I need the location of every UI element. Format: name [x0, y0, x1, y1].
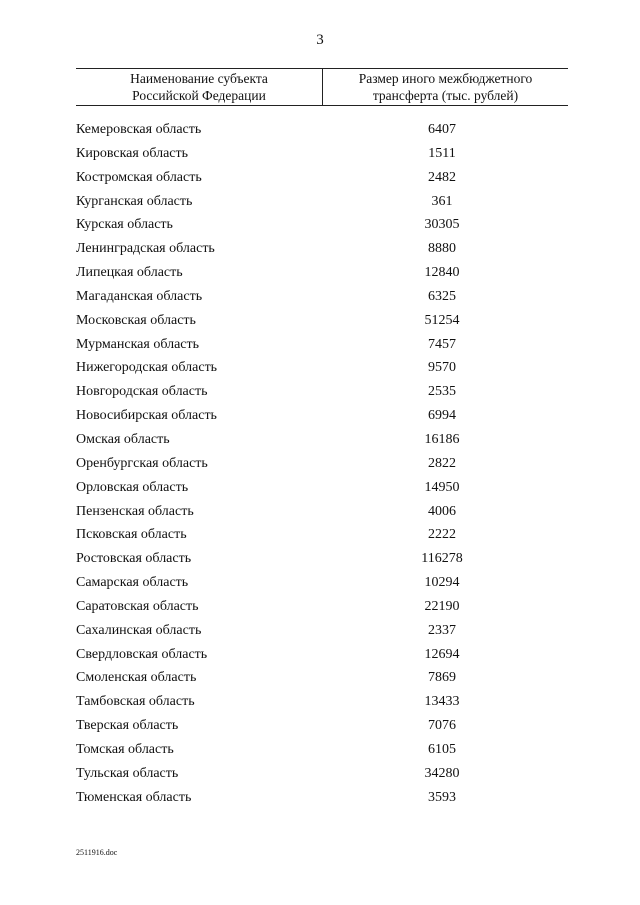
region-name: Магаданская область: [76, 288, 203, 304]
transfer-amount: 8880: [428, 241, 456, 257]
region-name: Псковская область: [76, 527, 187, 543]
table-row: [76, 404, 568, 428]
header-amount-column: [323, 70, 568, 104]
transfer-amount: 361: [431, 193, 453, 209]
table-row: [76, 666, 568, 690]
table-row: [76, 500, 568, 524]
table-row: [76, 118, 568, 142]
transfer-amount: 2337: [428, 622, 456, 638]
transfer-amount: 9570: [428, 360, 456, 376]
region-name: Смоленская область: [76, 670, 197, 686]
table-header: [76, 68, 568, 106]
table-row: [76, 142, 568, 166]
region-name: Курганская область: [76, 193, 193, 209]
table-row: [76, 309, 568, 333]
region-name: Липецкая область: [76, 265, 183, 281]
page-number: 3: [316, 32, 324, 48]
region-name: Мурманская область: [76, 336, 200, 352]
region-name: Тверская область: [76, 718, 179, 734]
table-row: [76, 690, 568, 714]
region-name: Ростовская область: [76, 551, 192, 567]
header-amount-line-1: Размер иного межбюджетного: [358, 71, 533, 86]
table-row: [76, 762, 568, 786]
transfer-amount: 4006: [428, 503, 456, 519]
region-name: Новгородская область: [76, 384, 208, 400]
transfer-amount: 30305: [424, 217, 460, 233]
table-row: [76, 619, 568, 643]
transfer-amount: 6105: [428, 741, 456, 757]
table-row: [76, 786, 568, 810]
transfer-amount: 2222: [428, 527, 456, 543]
table-row: [76, 428, 568, 452]
table-body: [76, 118, 568, 809]
transfer-amount: 51254: [424, 312, 460, 328]
transfer-amount: 6325: [428, 288, 456, 304]
transfer-amount: 7457: [428, 336, 456, 352]
transfer-amount: 2535: [428, 384, 456, 400]
transfer-amount: 6407: [428, 122, 456, 137]
table-row: [76, 237, 568, 261]
table-row: [76, 738, 568, 762]
table-row: [76, 356, 568, 380]
table-row: [76, 213, 568, 237]
transfer-amount: 2822: [428, 455, 456, 471]
table-row: [76, 476, 568, 500]
transfer-amount: 34280: [424, 765, 460, 781]
header-region-column: [76, 70, 322, 104]
transfer-amount: 116278: [421, 551, 463, 567]
transfer-amount: 2482: [428, 169, 456, 185]
region-name: Нижегородская область: [76, 360, 218, 376]
table-row: [76, 523, 568, 547]
region-name: Сахалинская область: [76, 622, 202, 638]
transfer-amount: 16186: [424, 431, 460, 447]
transfer-amount: 7076: [428, 718, 456, 734]
transfer-amount: 6994: [428, 408, 456, 424]
transfer-amount: 13433: [424, 694, 460, 710]
table-row: [76, 714, 568, 738]
region-name: Томская область: [76, 741, 174, 757]
header-region-line-1: Наименование субъекта: [130, 71, 268, 86]
region-name: Новосибирская область: [76, 408, 217, 424]
region-name: Орловская область: [76, 479, 189, 495]
document-filename: 2511916.doc: [76, 848, 118, 857]
table-row: [76, 571, 568, 595]
header-region-line-2: Российской Федерации: [132, 88, 266, 103]
region-name: Саратовская область: [76, 598, 199, 614]
region-name: Костромская область: [76, 169, 202, 185]
table-row: [76, 380, 568, 404]
table-row: [76, 643, 568, 667]
transfer-amount: 12694: [424, 646, 460, 662]
transfer-amount: 1511: [428, 145, 456, 161]
region-name: Пензенская область: [76, 503, 194, 519]
table-row: [76, 333, 568, 357]
region-name: Омская область: [76, 431, 170, 447]
region-name: Курская область: [76, 217, 173, 233]
region-name: Самарская область: [76, 575, 189, 591]
region-name: Кировская область: [76, 145, 189, 161]
region-name: Ленинградская область: [76, 241, 215, 257]
region-name: Тюменская область: [76, 789, 192, 805]
table-row: [76, 166, 568, 190]
region-name: Кемеровская область: [76, 122, 202, 137]
transfer-amount: 3593: [428, 789, 456, 805]
region-name: Свердловская область: [76, 646, 208, 662]
header-amount-line-2: трансферта (тыс. рублей): [372, 88, 519, 103]
table-row: [76, 285, 568, 309]
transfer-amount: 22190: [424, 598, 460, 614]
table-row: [76, 190, 568, 214]
region-name: Тамбовская область: [76, 694, 195, 710]
transfer-amount: 14950: [424, 479, 460, 495]
table-row: [76, 595, 568, 619]
region-name: Оренбургская область: [76, 455, 208, 471]
region-name: Тульская область: [76, 765, 179, 781]
transfer-amount: 7869: [428, 670, 456, 686]
transfer-amount: 10294: [424, 575, 460, 591]
table-row: [76, 261, 568, 285]
region-name: Московская область: [76, 312, 196, 328]
table-row: [76, 547, 568, 571]
transfer-amount: 12840: [424, 265, 460, 281]
table-row: [76, 452, 568, 476]
